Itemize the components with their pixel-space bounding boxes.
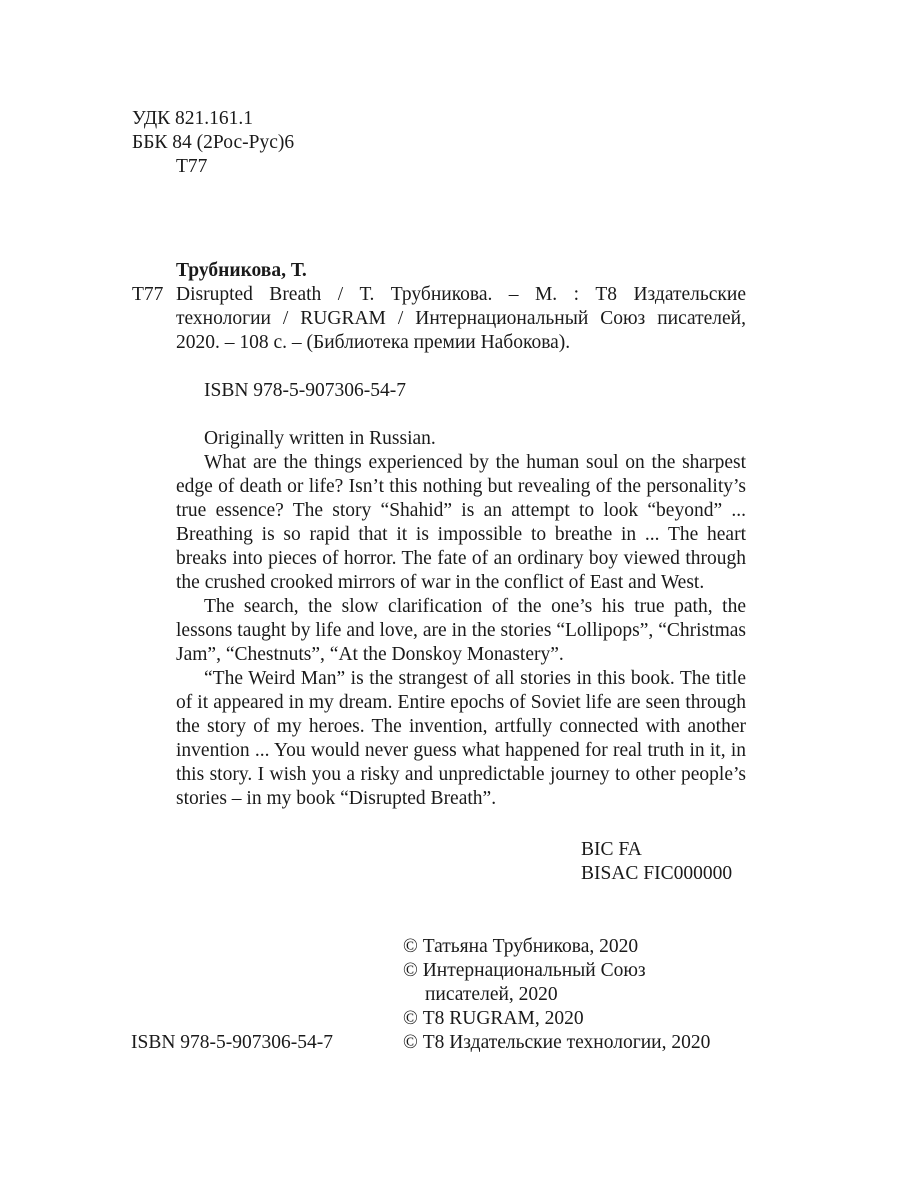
annotation — [176, 427, 746, 811]
copyright-line: © Т8 Издательские технологии, 2020 — [403, 1032, 711, 1053]
bisac-code: BISAC FIC000000 — [581, 863, 733, 884]
bibliographic-description — [176, 283, 746, 355]
subject-codes — [581, 838, 732, 886]
copyright-line-continued: писателей, 2020 — [425, 984, 558, 1005]
biblio-rest: технологии / RUGRAM / Интернациональный Союз писателей, 2020. – 108 с. – (Библиотека премии Набокова). — [176, 308, 746, 353]
copyright-line: © Интернациональный Союз — [403, 960, 646, 981]
bic-code: BIC FA — [581, 839, 642, 860]
bbk-code: ББК 84 (2Рос-Рус)6 — [132, 132, 295, 153]
copyright-line: © Татьяна Трубникова, 2020 — [403, 936, 639, 957]
author-mark: Т77 — [176, 156, 208, 177]
copyright-notices — [403, 935, 748, 1055]
annotation-paragraph: The search, the slow clarification of the one’s his true path, the lessons taught by life and love, are in the stories “Lollipops”, “Christmas Jam”, “Chestnuts”, “At the Donskoy Monastery”. — [176, 596, 746, 665]
isbn-record: ISBN 978-5-907306-54-7 — [204, 380, 407, 401]
annotation-paragraph: Originally written in Russian. — [204, 428, 436, 449]
copyright-line: © Т8 RUGRAM, 2020 — [403, 1008, 584, 1029]
biblio-line-1: Disrupted Breath / Т. Трубникова. – М. : Т8 Издательские — [176, 284, 746, 305]
isbn-footer: ISBN 978-5-907306-54-7 — [131, 1032, 334, 1053]
annotation-paragraph: What are the things experienced by the human soul on the sharpest edge of death or life? Isn’t this nothing but revealing of the personality’s true essence? The story “Shahid” is an attempt to look “beyond” ... Breathing is so rapid that it is impossible to breathe in ... The heart breaks into pieces of horror. The fate of an ordinary boy viewed through the crushed crooked mirrors of war in the conflict of East and West. — [176, 452, 746, 593]
author-name: Трубникова, Т. — [176, 260, 307, 281]
author-mark-left: Т77 — [132, 284, 164, 305]
classification-codes — [132, 107, 294, 179]
udk-code: УДК 821.161.1 — [132, 108, 254, 129]
annotation-paragraph: “The Weird Man” is the strangest of all stories in this book. The title of it appeared in my dream. Entire epochs of Soviet life are seen through the story of my heroes. The invention, artfully connected with another invention ... You would never guess what happened for real truth in it, in this story. I wish you a risky and unpredictable journey to other people’s stories – in my book “Disrupted Breath”. — [176, 668, 746, 809]
